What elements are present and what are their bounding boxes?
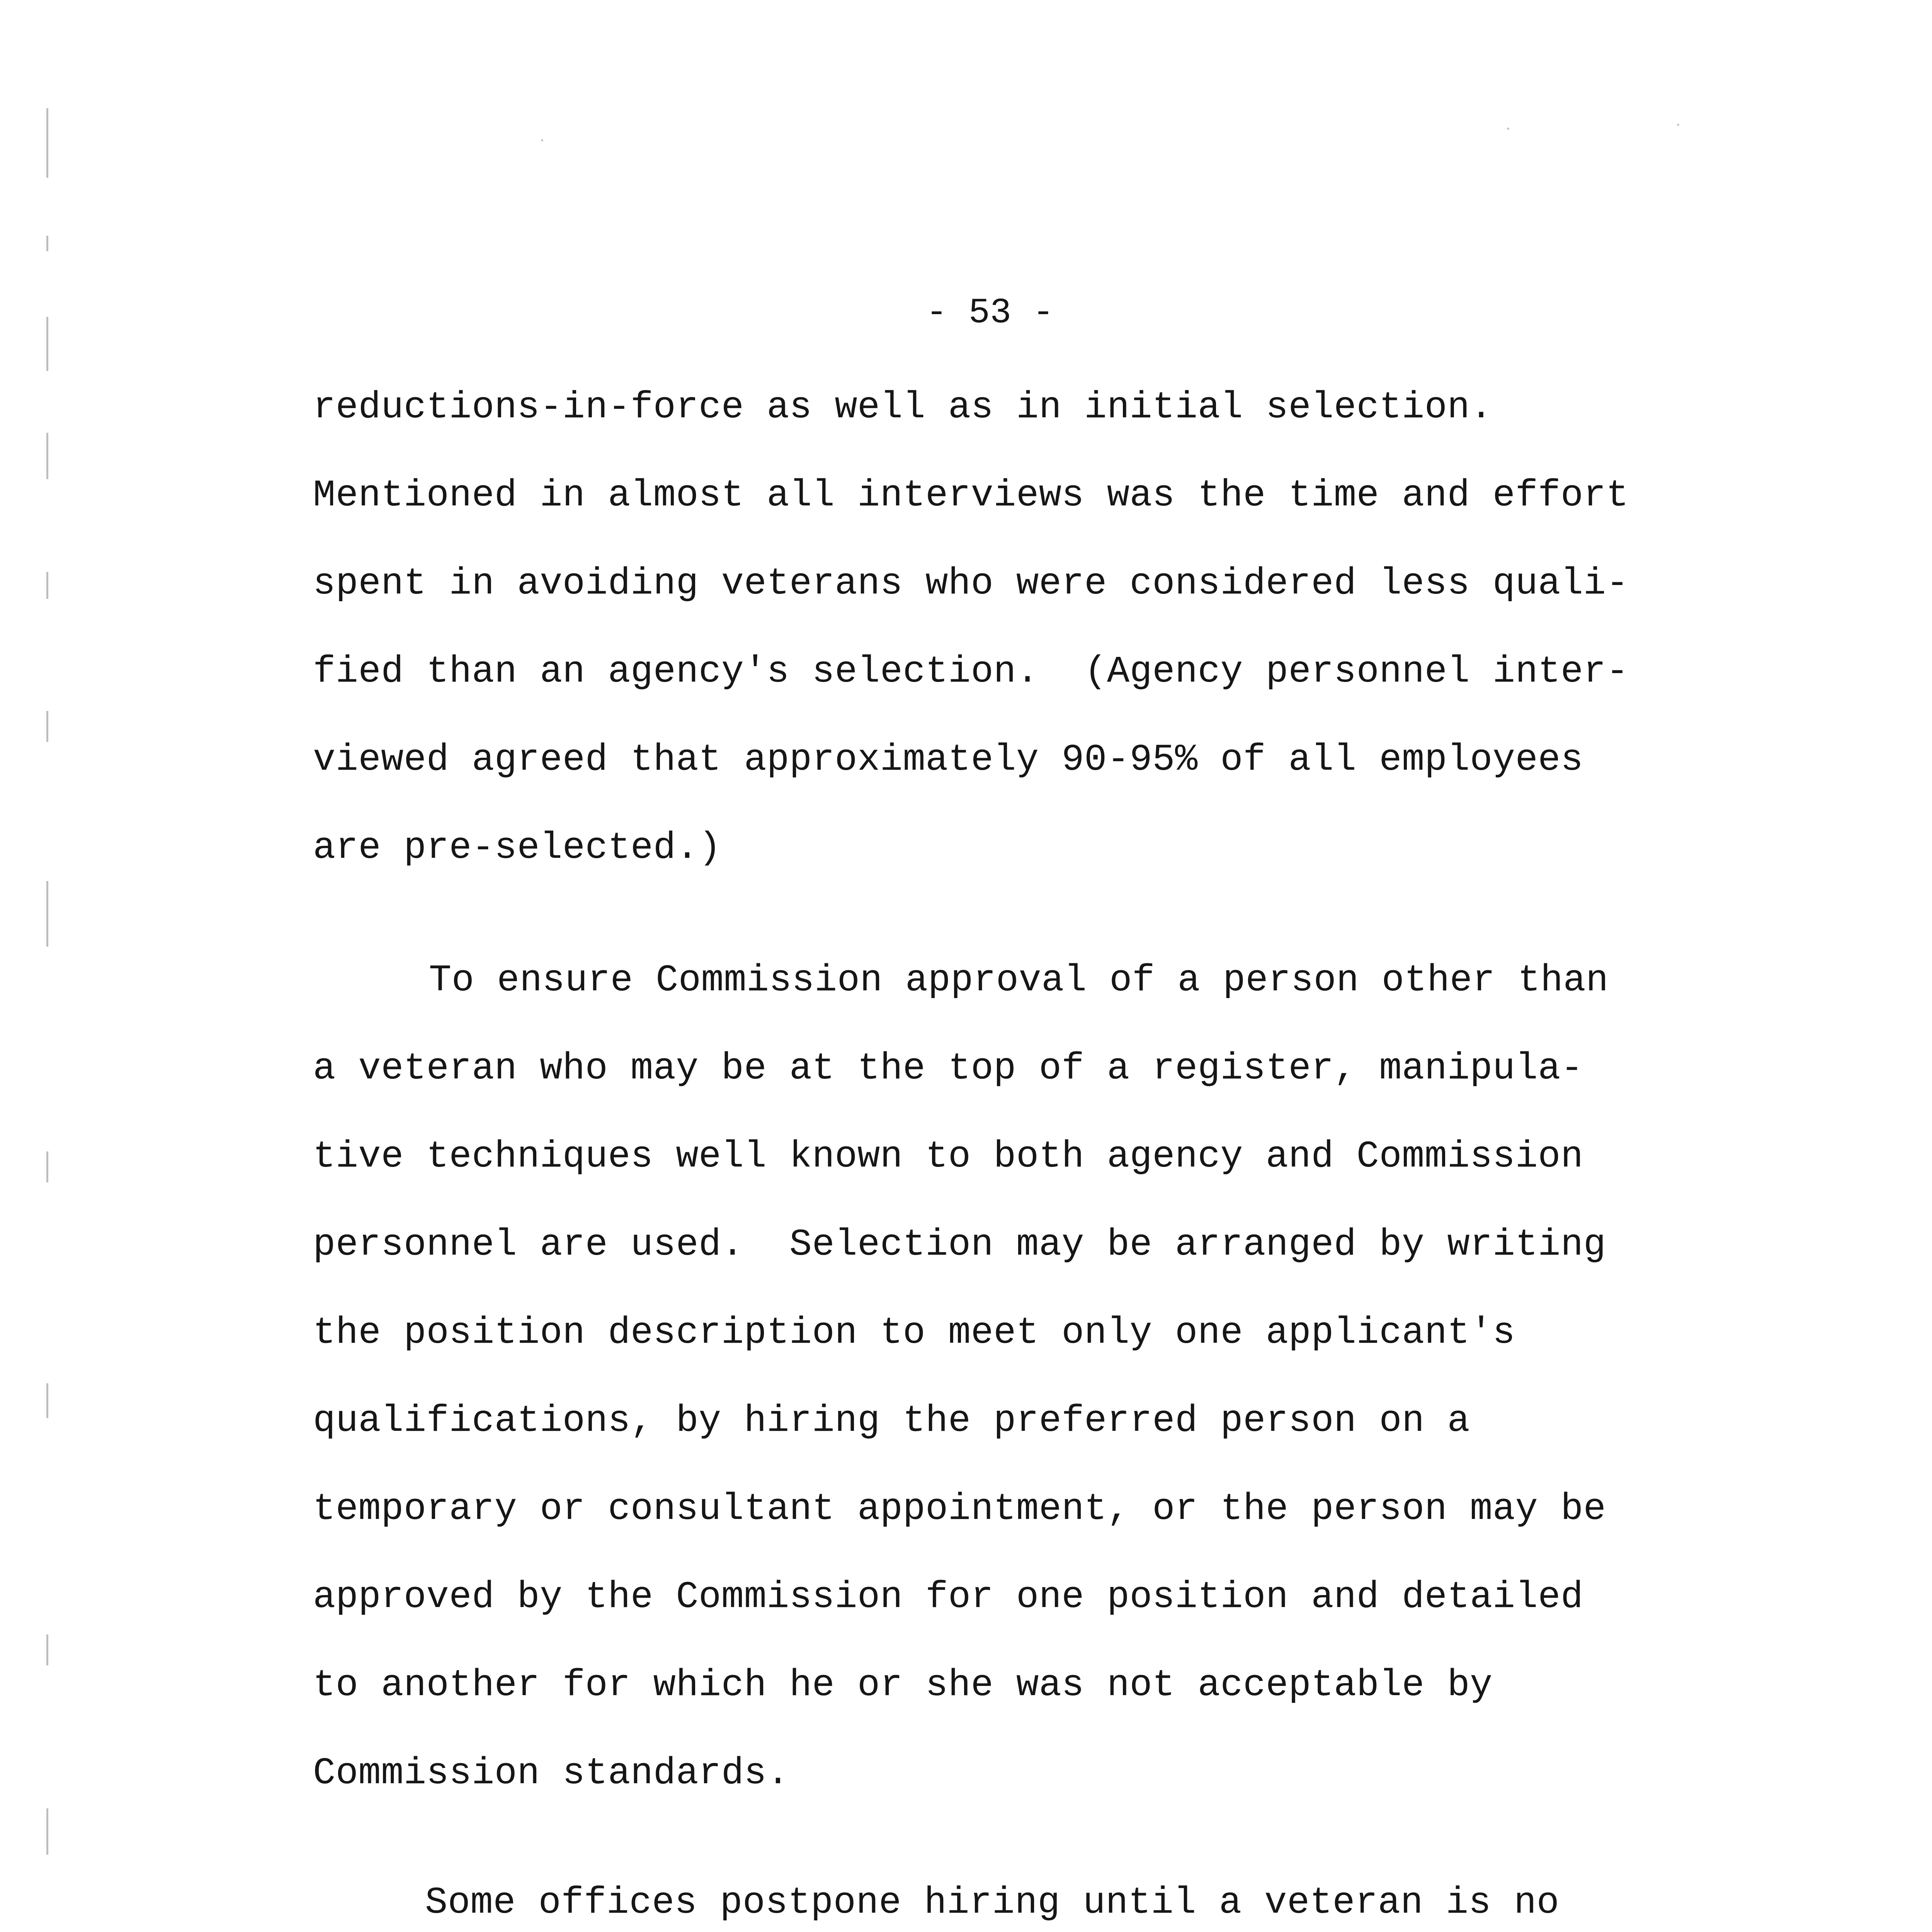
- text-line: tive techniques well known to both agency and Commission: [313, 1136, 1583, 1178]
- text-line: qualifications, by hiring the preferred person on a: [313, 1400, 1470, 1442]
- page-number: - 53 -: [926, 293, 1054, 333]
- text-line: temporary or consultant appointment, or the person may be: [313, 1488, 1606, 1531]
- text-line: Commission standards.: [313, 1752, 789, 1795]
- text-line: To ensure Commission approval of a person other than: [429, 959, 1609, 1002]
- text-line: the position description to meet only one applicant's: [313, 1312, 1515, 1354]
- binding-tick: [46, 108, 48, 178]
- binding-tick: [46, 1151, 48, 1182]
- binding-tick: [46, 711, 48, 742]
- binding-tick: [46, 433, 48, 479]
- binding-tick: [46, 881, 48, 947]
- binding-tick: [46, 236, 48, 251]
- text-line: reductions-in-force as well as in initial selection.: [313, 386, 1493, 429]
- text-line: fied than an agency's selection. (Agency personnel inter-: [313, 651, 1629, 693]
- text-line: spent in avoiding veterans who were considered less quali-: [313, 563, 1629, 605]
- binding-tick: [46, 1383, 48, 1418]
- scan-speck: [541, 139, 543, 141]
- binding-marks: [46, 108, 58, 1932]
- text-line: approved by the Commission for one position and detailed: [313, 1576, 1583, 1619]
- binding-tick: [46, 1634, 48, 1665]
- text-line: Some offices postpone hiring until a veteran is no: [425, 1882, 1560, 1924]
- scan-speck: [1677, 124, 1679, 126]
- text-line: a veteran who may be at the top of a register, manipula-: [313, 1048, 1583, 1090]
- text-line: Mentioned in almost all interviews was the time and effort: [313, 474, 1629, 517]
- scan-speck: [1507, 128, 1509, 130]
- text-line: to another for which he or she was not acceptable by: [313, 1664, 1493, 1707]
- text-line: are pre-selected.): [313, 827, 721, 869]
- binding-tick: [46, 572, 48, 599]
- text-line: viewed agreed that approximately 90-95% of all employees: [313, 739, 1583, 781]
- binding-tick: [46, 1808, 48, 1855]
- text-line: personnel are used. Selection may be arranged by writing: [313, 1224, 1606, 1266]
